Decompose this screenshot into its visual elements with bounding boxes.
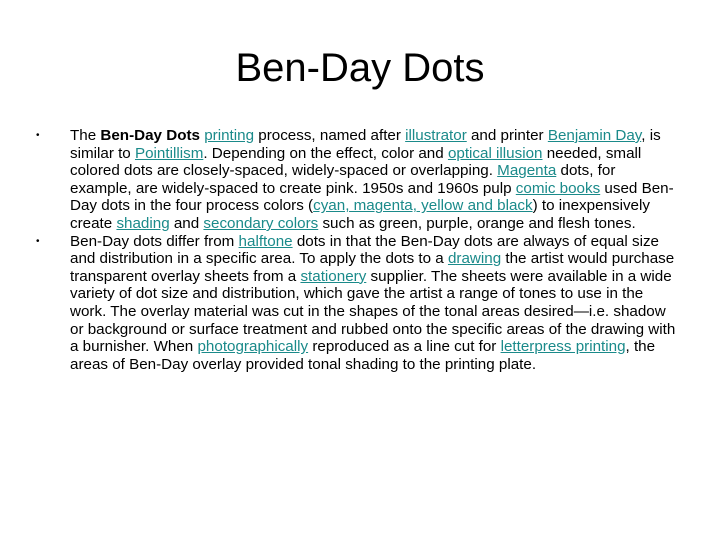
bullet-marker: • [36, 235, 40, 247]
hyperlink-secondary-colors[interactable]: secondary colors [203, 214, 319, 232]
body-text: Ben-Day dots differ from [70, 232, 239, 250]
body-text: process, named after [254, 127, 406, 144]
bullet-item [36, 127, 676, 233]
bullet-list [36, 127, 676, 373]
body-text: The [70, 127, 101, 144]
body-text: used Ben-Day dots in the four process colors ( [70, 179, 674, 215]
body-text: , the areas of Ben-Day overlay provided tonal shading to the printing plate. [70, 338, 656, 373]
hyperlink-illustrator[interactable]: illustrator [405, 127, 467, 144]
hyperlink-comic-books[interactable]: comic books [515, 179, 601, 197]
body-text: dots in that the Ben-Day dots are always of equal size and distribution in a specific area. To apply the dots to a [70, 232, 659, 268]
hyperlink-halftone[interactable]: halftone [238, 232, 293, 250]
body-text: , is similar to [70, 127, 661, 162]
hyperlink-cyan-magenta-yellow-and-black[interactable]: cyan, magenta, yellow and black [313, 197, 533, 215]
body-text: reproduced as a line cut for [308, 338, 501, 356]
hyperlink-drawing[interactable]: drawing [447, 250, 502, 268]
body-text: and [169, 214, 204, 232]
bold-term: Ben-Day Dots [100, 127, 200, 144]
hyperlink-letterpress-printing[interactable]: letterpress printing [500, 338, 626, 356]
bullet-item [36, 233, 676, 374]
body-text: ) to inexpensively create [70, 197, 650, 232]
hyperlink-optical-illusion[interactable]: optical illusion [447, 144, 543, 162]
bullet-text [70, 233, 675, 373]
bullet-text [70, 127, 674, 232]
slide-title: Ben-Day Dots [235, 46, 485, 90]
bullet-marker: • [36, 130, 40, 141]
hyperlink-photographically[interactable]: photographically [197, 338, 309, 356]
body-text: and printer [466, 127, 548, 144]
body-text: . Depending on the effect, color and [203, 144, 448, 162]
body-text: the artist would purchase transparent overlay sheets from a [70, 250, 675, 285]
body-text: needed, small colored dots are closely-spaced, widely-spaced or overlapping. [70, 144, 642, 180]
hyperlink-printing[interactable]: printing [204, 127, 255, 144]
hyperlink-benjamin-day[interactable]: Benjamin Day [547, 127, 642, 144]
body-text: dots, for example, are widely-spaced to create pink. 1950s and 1960s pulp [70, 162, 616, 197]
body-text: such as green, purple, orange and flesh tones. [318, 214, 636, 232]
hyperlink-pointillism[interactable]: Pointillism [134, 144, 204, 162]
hyperlink-stationery[interactable]: stationery [300, 267, 367, 285]
hyperlink-magenta[interactable]: Magenta [497, 162, 557, 180]
hyperlink-shading[interactable]: shading [116, 214, 170, 232]
body-text: supplier. The sheets were available in a wide variety of dot size and distribution, which gave the artist a range of tones to use in the work. The overlay material was cut in the shapes of the tonal areas desired—i.e. shadow or background or surface treatment and rubbed onto the specific areas of the drawing with a burnisher. When [70, 267, 676, 356]
